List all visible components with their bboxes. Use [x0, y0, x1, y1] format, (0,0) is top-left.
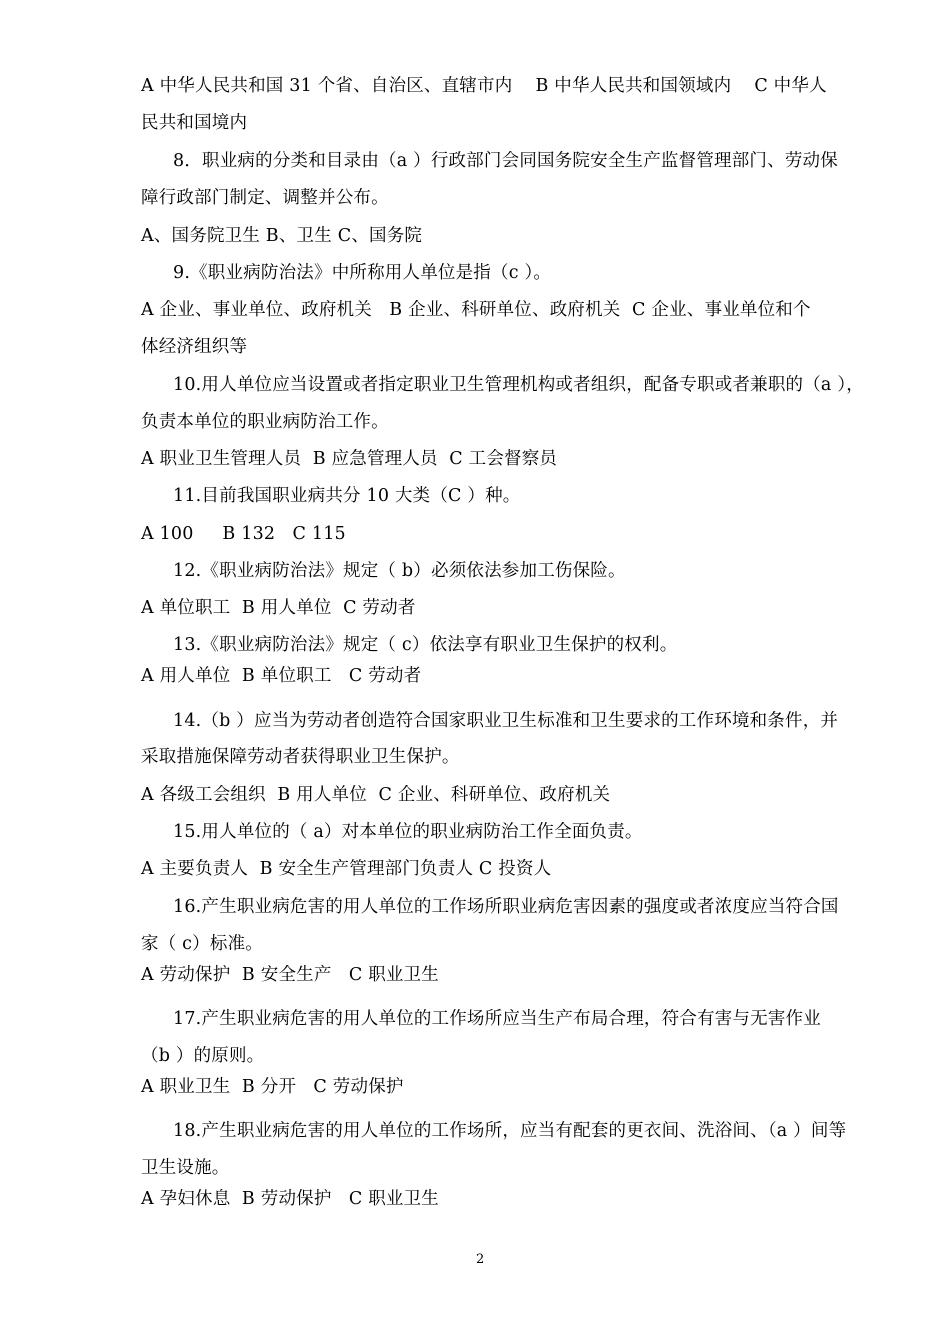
- options-11: A 100 B 132 C 115: [141, 524, 346, 544]
- options-10: A 职业卫生管理人员 B 应急管理人员 C 工会督察员: [141, 449, 558, 469]
- page-number: 2: [476, 1252, 485, 1267]
- question-18: 18.产生职业病危害的用人单位的工作场所，应当有配套的更衣间、洗浴间、（a ）间等: [173, 1121, 847, 1141]
- options-18: A 孕妇休息 B 劳动保护 C 职业卫生: [141, 1189, 439, 1209]
- option-line-q7-cont: 民共和国境内: [141, 113, 248, 133]
- question-10-cont: 负责本单位的职业病防治工作。: [141, 412, 389, 432]
- question-11: 11.目前我国职业病共分 10 大类（C ）种。: [173, 486, 521, 506]
- question-17-cont: （b ）的原则。: [141, 1046, 265, 1066]
- option-line-q7: A 中华人民共和国 31 个省、自治区、直辖市内 B 中华人民共和国领域内 C 中华人: [141, 76, 827, 96]
- options-9-cont: 体经济组织等: [141, 337, 248, 357]
- question-9: 9.《职业病防治法》中所称用人单位是指（c ）。: [173, 263, 552, 283]
- question-10: 10.用人单位应当设置或者指定职业卫生管理机构或者组织，配备专职或者兼职的（a ），: [173, 375, 864, 395]
- question-18-cont: 卫生设施。: [141, 1158, 230, 1178]
- question-12: 12.《职业病防治法》规定（ b）必须依法参加工伤保险。: [173, 561, 626, 581]
- question-15: 15.用人单位的（ a）对本单位的职业病防治工作全面负责。: [173, 822, 643, 842]
- options-14: A 各级工会组织 B 用人单位 C 企业、科研单位、政府机关: [141, 785, 611, 805]
- question-8-cont: 障行政部门制定、调整并公布。: [141, 188, 389, 208]
- options-9: A 企业、事业单位、政府机关 B 企业、科研单位、政府机关 C 企业、事业单位和个: [141, 300, 811, 320]
- question-16-cont: 家（ c）标准。: [141, 934, 263, 954]
- question-13: 13.《职业病防治法》规定（ c）依法享有职业卫生保护的权利。: [173, 635, 678, 655]
- options-16: A 劳动保护 B 安全生产 C 职业卫生: [141, 965, 439, 985]
- question-14-cont: 采取措施保障劳动者获得职业卫生保护。: [141, 747, 460, 767]
- options-15: A 主要负责人 B 安全生产管理部门负责人 C 投资人: [141, 859, 552, 879]
- question-8: 8．职业病的分类和目录由（a ）行政部门会同国务院安全生产监督管理部门、劳动保: [173, 151, 838, 171]
- options-13: A 用人单位 B 单位职工 C 劳动者: [141, 666, 422, 686]
- options-8: A、国务院卫生 B、卫生 C、国务院: [141, 226, 423, 246]
- question-16: 16.产生职业病危害的用人单位的工作场所职业病危害因素的强度或者浓度应当符合国: [173, 897, 839, 917]
- options-17: A 职业卫生 B 分开 C 劳动保护: [141, 1077, 404, 1097]
- question-17: 17.产生职业病危害的用人单位的工作场所应当生产布局合理，符合有害与无害作业: [173, 1009, 821, 1029]
- question-14: 14.（b ）应当为劳动者创造符合国家职业卫生标准和卫生要求的工作环境和条件，并: [173, 711, 839, 731]
- options-12: A 单位职工 B 用人单位 C 劳动者: [141, 598, 416, 618]
